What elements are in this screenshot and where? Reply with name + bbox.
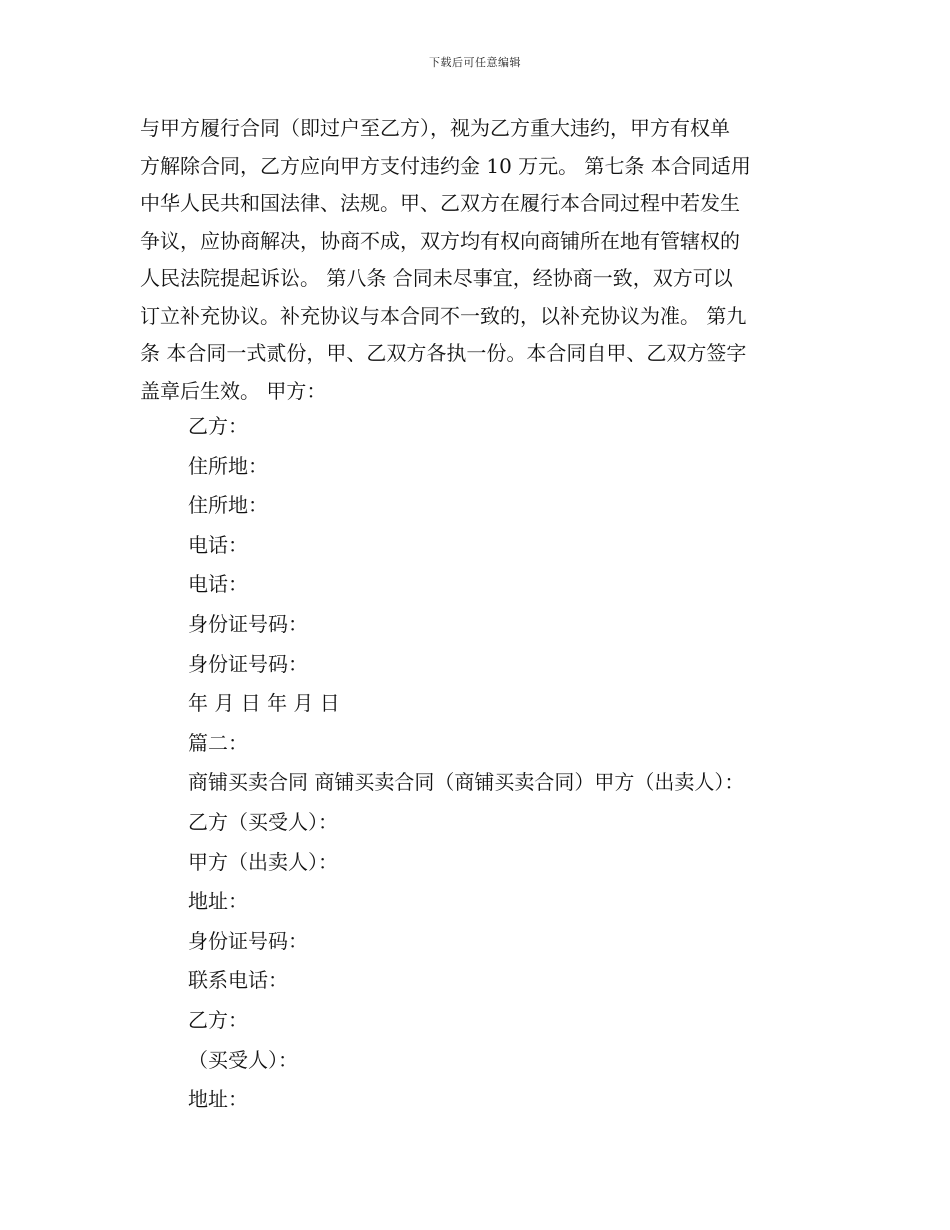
section-heading: 篇二： bbox=[188, 730, 248, 755]
page-header: 下载后可任意编辑 bbox=[429, 56, 521, 69]
seller-label: 甲方（出卖人）： bbox=[188, 849, 338, 874]
contract-title-line: 商铺买卖合同 商铺买卖合同（商铺买卖合同）甲方（出卖人）： bbox=[188, 770, 745, 795]
paragraph-line: 人民法院提起诉讼。 第八条 合同未尽事宜，经协商一致，双方可以 bbox=[140, 266, 733, 290]
buyer-label: （买受人）： bbox=[188, 1047, 298, 1072]
id-number-label: 身份证号码： bbox=[188, 651, 308, 676]
buyer-label: 乙方（买受人）： bbox=[188, 809, 338, 834]
address-label: 住所地： bbox=[188, 453, 268, 478]
address-label: 地址： bbox=[188, 889, 248, 914]
contact-phone-label: 联系电话： bbox=[188, 968, 288, 993]
id-number-label: 身份证号码： bbox=[188, 611, 308, 636]
paragraph-line: 条 本合同一式贰份，甲、乙双方各执一份。本合同自甲、乙双方签字 bbox=[140, 341, 747, 365]
contract-fields-list bbox=[188, 407, 808, 1120]
paragraph-line: 与甲方履行合同（即过户至乙方），视为乙方重大违约，甲方有权单 bbox=[140, 116, 730, 140]
party-b-label: 乙方： bbox=[188, 414, 248, 438]
paragraph-line: 方解除合同，乙方应向甲方支付违约金 10 万元。 第七条 本合同适用 bbox=[140, 153, 751, 178]
paragraph-line: 盖章后生效。 甲方： bbox=[140, 378, 327, 403]
phone-label: 电话： bbox=[188, 532, 248, 557]
paragraph-line: 争议，应协商解决，协商不成，双方均有权向商铺所在地有管辖权的 bbox=[140, 228, 740, 253]
paragraph-line: 中华人民共和国法律、法规。甲、乙双方在履行本合同过程中若发生 bbox=[140, 191, 740, 215]
id-number-label: 身份证号码： bbox=[188, 928, 308, 953]
paragraph-line: 订立补充协议。补充协议与本合同不一致的，以补充协议为准。 第九 bbox=[140, 303, 747, 328]
phone-label: 电话： bbox=[188, 572, 248, 597]
date-line: 年 月 日 年 月 日 bbox=[188, 691, 340, 716]
address-label: 住所地： bbox=[188, 493, 268, 518]
party-b-label: 乙方： bbox=[188, 1007, 248, 1032]
contract-paragraph bbox=[140, 110, 805, 410]
address-label: 地址： bbox=[188, 1087, 248, 1112]
